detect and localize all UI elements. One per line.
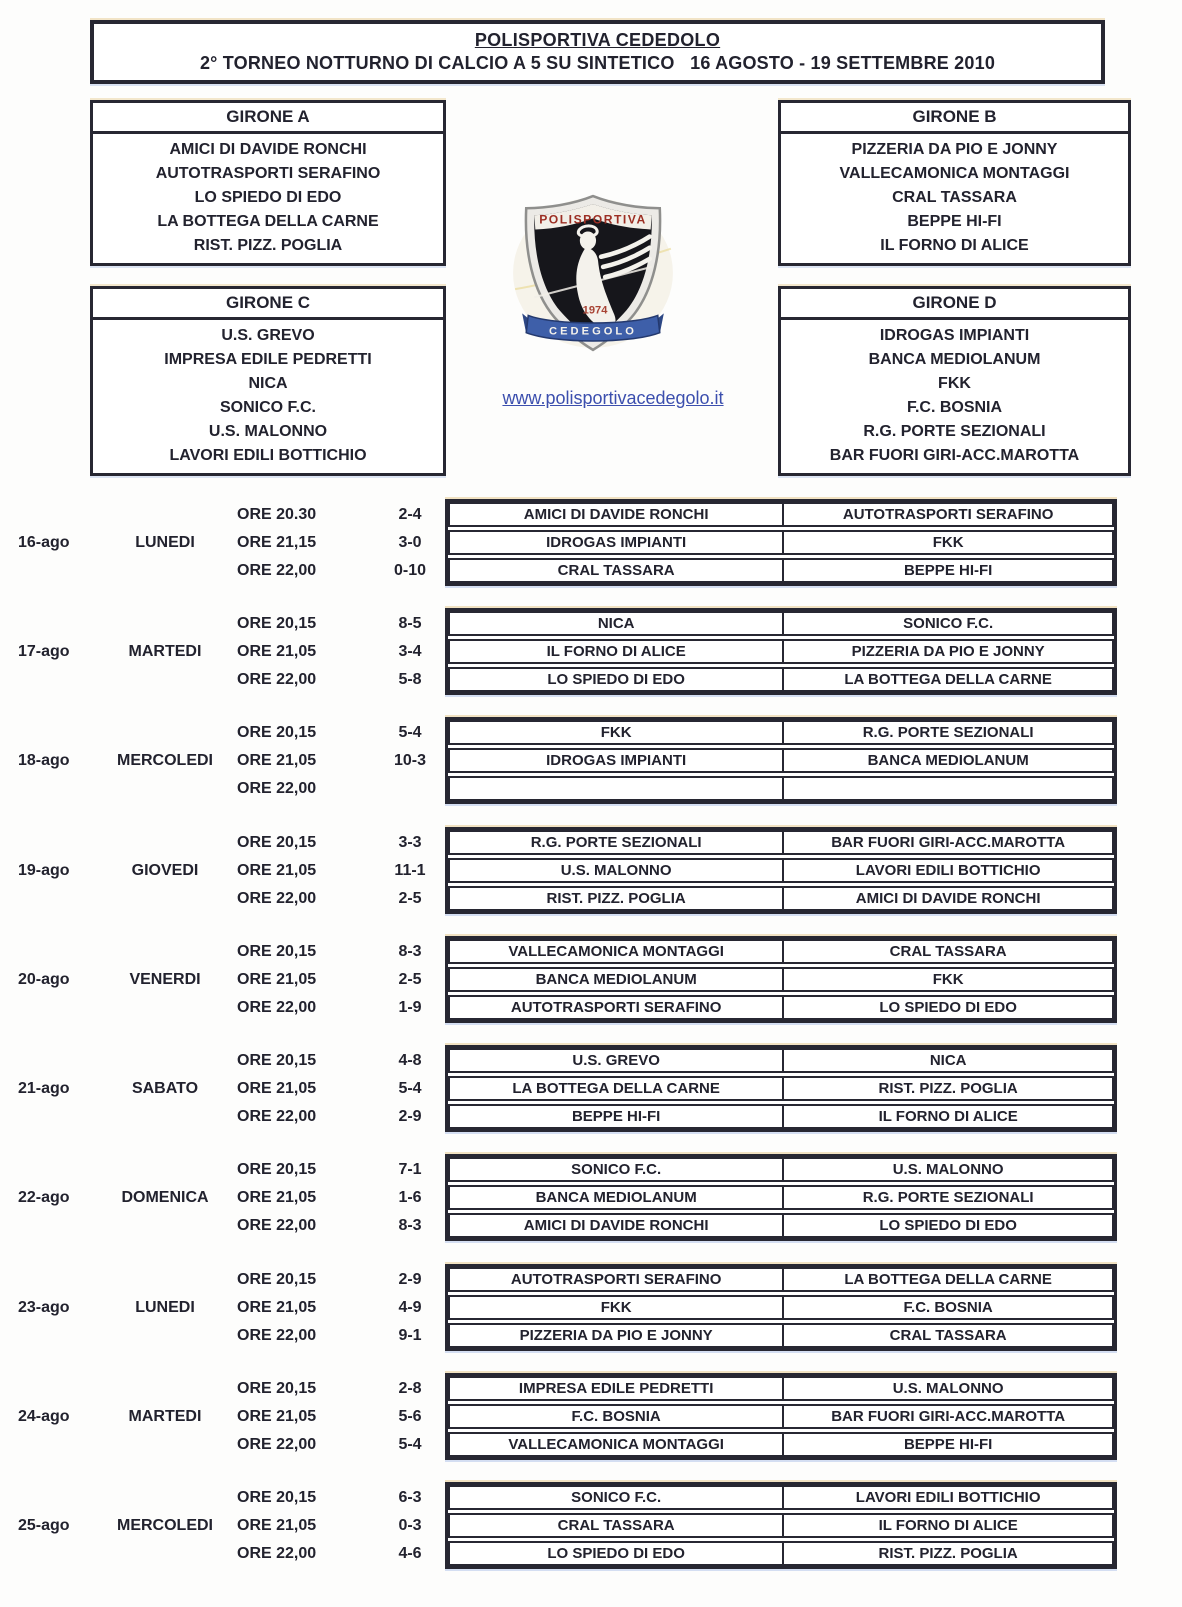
match-time: ORE 22,00 [237, 1108, 317, 1125]
girone-title: GIRONE C [93, 289, 443, 320]
girone-d-box [778, 286, 1131, 476]
home-team: AMICI DI DAVIDE RONCHI [450, 1215, 784, 1236]
away-team: FKK [932, 534, 964, 551]
match-row [448, 1295, 1114, 1320]
girone-team-name: IL FORNO DI ALICE [880, 237, 1029, 254]
away-team: LAVORI EDILI BOTTICHIO [855, 1489, 1041, 1506]
match-score: 2-5 [398, 971, 422, 988]
page-subtitle: 2° TORNEO NOTTURNO DI CALCIO A 5 SU SINTETICO 16 AGOSTO - 19 SETTEMBRE 2010 [199, 53, 996, 73]
home-team: FKK [450, 722, 784, 743]
girone-teams [93, 134, 443, 263]
girone-team-name: BAR FUORI GIRI-ACC.MAROTTA [829, 447, 1080, 464]
girone-team-name: PIZZERIA DA PIO E JONNY [851, 141, 1058, 158]
match-row [448, 639, 1114, 664]
match-score: 4-8 [398, 1052, 422, 1069]
scores-column [372, 1376, 448, 1457]
match-row [448, 1213, 1114, 1238]
day-block [0, 936, 1182, 1023]
match-score: 5-6 [398, 1408, 422, 1425]
match-score: 6-3 [398, 1489, 422, 1506]
match-score: 5-4 [398, 724, 422, 741]
home-team: BANCA MEDIOLANUM [450, 969, 784, 990]
day-block [0, 1154, 1182, 1241]
scores-column [372, 720, 448, 801]
match-time: ORE 22,00 [237, 780, 317, 797]
match-time: ORE 22,00 [237, 1217, 317, 1234]
match-day: MARTEDI [128, 1407, 202, 1425]
match-row [448, 667, 1114, 692]
away-team: NICA [929, 1052, 967, 1069]
away-team: U.S. MALONNO [892, 1380, 1004, 1397]
times-column [237, 720, 352, 801]
match-day: MERCOLEDI [117, 751, 213, 769]
match-time: ORE 22,00 [237, 671, 317, 688]
matches-box [445, 1373, 1117, 1460]
match-time: ORE 22,00 [237, 1545, 317, 1562]
matches-box [445, 717, 1117, 804]
match-score: 2-9 [398, 1108, 422, 1125]
home-team: SONICO F.C. [450, 1159, 784, 1180]
day-block [0, 717, 1182, 804]
girone-teams [93, 320, 443, 473]
match-time: ORE 21,05 [237, 752, 317, 769]
page-title: POLISPORTIVA CEDEDOLO [474, 30, 721, 50]
away-team: CRAL TASSARA [889, 1327, 1007, 1344]
home-team: VALLECAMONICA MONTAGGI [450, 941, 784, 962]
match-score: 7-1 [398, 1161, 422, 1178]
match-row [448, 530, 1114, 555]
match-score: 9-1 [398, 1327, 422, 1344]
match-day: MARTEDI [128, 642, 202, 660]
away-team: PIZZERIA DA PIO E JONNY [851, 643, 1045, 660]
day-block [0, 1482, 1182, 1569]
girone-team-name: AMICI DI DAVIDE RONCHI [169, 141, 367, 158]
home-team: IMPRESA EDILE PEDRETTI [450, 1378, 784, 1399]
match-time: ORE 20,15 [237, 615, 317, 632]
match-row [448, 1485, 1114, 1510]
match-time: ORE 21,05 [237, 1408, 317, 1425]
match-time: ORE 20,15 [237, 834, 317, 851]
away-team: LO SPIEDO DI EDO [879, 999, 1017, 1016]
away-team: R.G. PORTE SEZIONALI [862, 1189, 1034, 1206]
away-team: AUTOTRASPORTI SERAFINO [842, 506, 1054, 523]
times-column [237, 1048, 352, 1129]
away-team: LA BOTTEGA DELLA CARNE [844, 1271, 1052, 1288]
website-link[interactable]: www.polisportivacedegolo.it [502, 388, 724, 408]
scores-column [372, 939, 448, 1020]
girone-team-name: AUTOTRASPORTI SERAFINO [155, 165, 381, 182]
matches-box [445, 827, 1117, 914]
match-score: 1-9 [398, 999, 422, 1016]
girone-team-name: SONICO F.C. [219, 399, 316, 416]
match-row [448, 611, 1114, 636]
match-date: 20-ago [18, 970, 70, 988]
girone-team-name: BANCA MEDIOLANUM [868, 351, 1041, 368]
match-date: 19-ago [18, 861, 70, 879]
match-row [448, 1267, 1114, 1292]
home-team: SONICO F.C. [450, 1487, 784, 1508]
match-day: LUNEDI [135, 533, 195, 551]
match-row [448, 1541, 1114, 1566]
away-team: SONICO F.C. [903, 615, 994, 632]
match-row [448, 1157, 1114, 1182]
match-time: ORE 20,15 [237, 1161, 317, 1178]
match-time: ORE 21,05 [237, 971, 317, 988]
away-team: BAR FUORI GIRI-ACC.MAROTTA [831, 834, 1066, 851]
match-time: ORE 20,15 [237, 1380, 317, 1397]
home-team: VALLECAMONICA MONTAGGI [450, 1434, 784, 1455]
home-team: NICA [450, 613, 784, 634]
match-score: 2-5 [398, 890, 422, 907]
match-time: ORE 22,00 [237, 1436, 317, 1453]
match-row [448, 939, 1114, 964]
match-time: ORE 22,00 [237, 890, 317, 907]
times-column [237, 502, 352, 583]
match-score: 8-3 [398, 1217, 422, 1234]
home-team: PIZZERIA DA PIO E JONNY [450, 1325, 784, 1346]
home-team: F.C. BOSNIA [450, 1406, 784, 1427]
away-team [784, 778, 1112, 799]
scores-column [372, 611, 448, 692]
match-row [448, 720, 1114, 745]
match-score: 0-3 [398, 1517, 422, 1534]
home-team: U.S. MALONNO [450, 860, 784, 881]
match-score: 5-4 [398, 1436, 422, 1453]
match-score: 10-3 [393, 752, 427, 769]
match-time: ORE 22,00 [237, 562, 317, 579]
club-crest-icon [508, 190, 678, 362]
away-team: BEPPE HI-FI [903, 1436, 993, 1453]
match-time: ORE 20,15 [237, 1489, 317, 1506]
match-time: ORE 20,15 [237, 1271, 317, 1288]
times-column [237, 830, 352, 911]
girone-teams [781, 134, 1128, 263]
away-team: CRAL TASSARA [889, 943, 1007, 960]
girone-team-name: LAVORI EDILI BOTTICHIO [169, 447, 367, 464]
match-score: 0-10 [393, 562, 427, 579]
girone-team-name: R.G. PORTE SEZIONALI [863, 423, 1046, 440]
match-score: 4-9 [398, 1299, 422, 1316]
day-block [0, 827, 1182, 914]
girone-title: GIRONE B [781, 103, 1128, 134]
away-team: R.G. PORTE SEZIONALI [862, 724, 1034, 741]
home-team: CRAL TASSARA [450, 1515, 784, 1536]
scores-column [372, 502, 448, 583]
match-row [448, 1185, 1114, 1210]
girone-a-box [90, 100, 446, 266]
match-time: ORE 21,05 [237, 1189, 317, 1206]
home-team: CRAL TASSARA [450, 560, 784, 581]
match-score [372, 776, 448, 801]
match-date: 25-ago [18, 1516, 70, 1534]
match-date: 18-ago [18, 751, 70, 769]
match-date: 22-ago [18, 1188, 70, 1206]
girone-team-name: U.S. MALONNO [208, 423, 328, 440]
away-team: RIST. PIZZ. POGLIA [878, 1545, 1018, 1562]
girone-title: GIRONE D [781, 289, 1128, 320]
times-column [237, 1376, 352, 1457]
match-score: 5-4 [398, 1080, 422, 1097]
match-row [448, 502, 1114, 527]
match-row [448, 1076, 1114, 1101]
match-score: 2-8 [398, 1380, 422, 1397]
home-team: AUTOTRASPORTI SERAFINO [450, 997, 784, 1018]
club-logo [508, 190, 678, 362]
match-row [448, 1432, 1114, 1457]
match-score: 5-8 [398, 671, 422, 688]
day-block [0, 1373, 1182, 1460]
match-row [448, 1376, 1114, 1401]
away-team: F.C. BOSNIA [903, 1299, 993, 1316]
day-block [0, 1264, 1182, 1351]
girone-teams [781, 320, 1128, 473]
girone-b-box [778, 100, 1131, 266]
girone-c-box [90, 286, 446, 476]
home-team: LA BOTTEGA DELLA CARNE [450, 1078, 784, 1099]
scores-column [372, 1267, 448, 1348]
home-team: BANCA MEDIOLANUM [450, 1187, 784, 1208]
match-day: VENERDI [129, 970, 201, 988]
girone-team-name: RIST. PIZZ. POGLIA [193, 237, 343, 254]
home-team: LO SPIEDO DI EDO [450, 1543, 784, 1564]
times-column [237, 611, 352, 692]
match-time: ORE 22,00 [237, 999, 317, 1016]
match-score: 3-4 [398, 643, 422, 660]
match-row [448, 886, 1114, 911]
home-team: AUTOTRASPORTI SERAFINO [450, 1269, 784, 1290]
matches-box [445, 1482, 1117, 1569]
scores-column [372, 830, 448, 911]
match-time: ORE 21,05 [237, 1080, 317, 1097]
match-time: ORE 22,00 [237, 1327, 317, 1344]
match-row [448, 1048, 1114, 1073]
times-column [237, 1485, 352, 1566]
match-row [448, 1404, 1114, 1429]
away-team: LO SPIEDO DI EDO [879, 1217, 1017, 1234]
away-team: BAR FUORI GIRI-ACC.MAROTTA [831, 1408, 1066, 1425]
girone-team-name: NICA [248, 375, 288, 392]
girone-team-name: U.S. GREVO [221, 327, 315, 344]
match-score: 2-4 [398, 506, 422, 523]
match-score: 4-6 [398, 1545, 422, 1562]
match-time: ORE 20,15 [237, 1052, 317, 1069]
logo-ribbon-text: CEDEGOLO [549, 325, 637, 338]
times-column [237, 1157, 352, 1238]
match-day: LUNEDI [135, 1298, 195, 1316]
matches-box [445, 1154, 1117, 1241]
away-team: RIST. PIZZ. POGLIA [878, 1080, 1018, 1097]
match-time: ORE 20.30 [237, 506, 317, 523]
girone-team-name: IMPRESA EDILE PEDRETTI [164, 351, 372, 368]
times-column [237, 939, 352, 1020]
match-row [448, 830, 1114, 855]
matches-box [445, 936, 1117, 1023]
home-team: IL FORNO DI ALICE [450, 641, 784, 662]
match-score: 2-9 [398, 1271, 422, 1288]
match-score: 8-3 [398, 943, 422, 960]
match-row [448, 748, 1114, 773]
times-column [237, 1267, 352, 1348]
match-day: GIOVEDI [131, 861, 199, 879]
scores-column [372, 1157, 448, 1238]
home-team: BEPPE HI-FI [450, 1106, 784, 1127]
away-team: IL FORNO DI ALICE [878, 1517, 1018, 1534]
away-team: IL FORNO DI ALICE [878, 1108, 1018, 1125]
girone-team-name: BEPPE HI-FI [907, 213, 1002, 230]
match-row [448, 1323, 1114, 1348]
match-row [448, 558, 1114, 583]
home-team: FKK [450, 1297, 784, 1318]
match-score: 11-1 [394, 862, 426, 879]
home-team [450, 778, 784, 799]
away-team: LAVORI EDILI BOTTICHIO [855, 862, 1041, 879]
girone-team-name: LO SPIEDO DI EDO [194, 189, 342, 206]
girone-team-name: VALLECAMONICA MONTAGGI [839, 165, 1070, 182]
match-date: 17-ago [18, 642, 70, 660]
matches-box [445, 1045, 1117, 1132]
matches-box [445, 1264, 1117, 1351]
match-date: 21-ago [18, 1079, 70, 1097]
logo-year: 1974 [582, 304, 608, 317]
header [90, 20, 1105, 84]
match-day: SABATO [131, 1079, 199, 1097]
home-team: LO SPIEDO DI EDO [450, 669, 784, 690]
day-block [0, 499, 1182, 586]
away-team: U.S. MALONNO [892, 1161, 1004, 1178]
match-date: 23-ago [18, 1298, 70, 1316]
match-date: 24-ago [18, 1407, 70, 1425]
match-row [448, 858, 1114, 883]
away-team: AMICI DI DAVIDE RONCHI [855, 890, 1041, 907]
home-team: R.G. PORTE SEZIONALI [450, 832, 784, 853]
match-date: 16-ago [18, 533, 70, 551]
girone-team-name: CRAL TASSARA [892, 189, 1017, 206]
match-score: 3-0 [398, 534, 422, 551]
day-block [0, 1045, 1182, 1132]
match-score: 1-6 [398, 1189, 422, 1206]
home-team: U.S. GREVO [450, 1050, 784, 1071]
match-time: ORE 20,15 [237, 724, 317, 741]
away-team: BANCA MEDIOLANUM [867, 752, 1029, 769]
girone-team-name: IDROGAS IMPIANTI [879, 327, 1030, 344]
match-row [448, 1104, 1114, 1129]
match-score: 8-5 [398, 615, 422, 632]
girone-title: GIRONE A [93, 103, 443, 134]
matches-box [445, 608, 1117, 695]
away-team: BEPPE HI-FI [903, 562, 993, 579]
home-team: AMICI DI DAVIDE RONCHI [450, 504, 784, 525]
matches-box [445, 499, 1117, 586]
match-row [448, 776, 1114, 801]
home-team: IDROGAS IMPIANTI [450, 750, 784, 771]
match-time: ORE 21,05 [237, 1517, 317, 1534]
day-block [0, 608, 1182, 695]
girone-team-name: F.C. BOSNIA [906, 399, 1003, 416]
scores-column [372, 1048, 448, 1129]
logo-top-text: POLISPORTIVA [539, 212, 647, 227]
away-team: LA BOTTEGA DELLA CARNE [844, 671, 1052, 688]
match-day: DOMENICA [121, 1188, 209, 1206]
match-row [448, 967, 1114, 992]
scores-column [372, 1485, 448, 1566]
girone-team-name: LA BOTTEGA DELLA CARNE [157, 213, 379, 230]
home-team: IDROGAS IMPIANTI [450, 532, 784, 553]
match-time: ORE 21,05 [237, 643, 317, 660]
match-day: MERCOLEDI [117, 1516, 213, 1534]
match-time: ORE 20,15 [237, 943, 317, 960]
away-team: FKK [932, 971, 964, 988]
girone-team-name: FKK [938, 375, 971, 392]
match-score: 3-3 [398, 834, 422, 851]
match-row [448, 1513, 1114, 1538]
match-time: ORE 21,15 [237, 534, 317, 551]
home-team: RIST. PIZZ. POGLIA [450, 888, 784, 909]
match-row [448, 995, 1114, 1020]
match-time: ORE 21,05 [237, 862, 317, 879]
match-time: ORE 21,05 [237, 1299, 317, 1316]
